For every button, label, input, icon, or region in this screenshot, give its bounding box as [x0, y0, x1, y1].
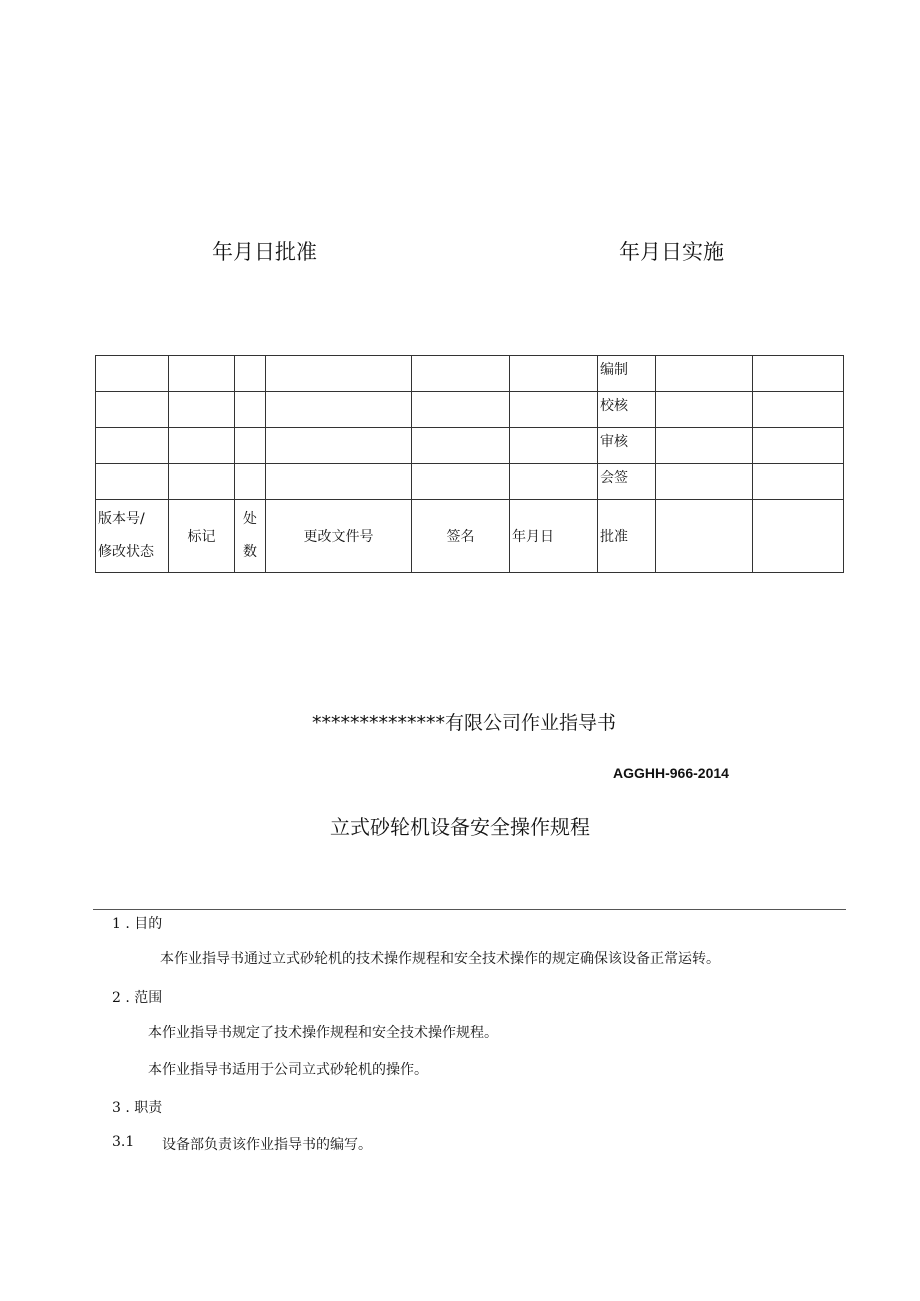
- approve-date-label: 年月日批准: [212, 240, 317, 264]
- revision-table: [95, 355, 844, 573]
- count-label-2: 数: [243, 544, 257, 560]
- change-doc-header: 更改文件号: [266, 500, 412, 573]
- mark-header: 标记: [169, 500, 235, 573]
- company-title: **************有限公司作业指导书: [311, 712, 616, 734]
- status-label: 修改状态: [98, 544, 154, 560]
- subsection-number: 3.1: [112, 1134, 135, 1150]
- signature-header: 签名: [412, 500, 510, 573]
- section-heading-purpose: 1 . 目的: [112, 916, 163, 932]
- signature-cell: [753, 464, 844, 500]
- purpose-paragraph: 本作业指导书通过立式砂轮机的技术操作规程和安全技术操作的规定确保该设备正常运转。: [160, 951, 720, 967]
- signature-cell: [656, 428, 753, 464]
- document-title: 立式砂轮机设备安全操作规程: [330, 815, 590, 839]
- count-label-1: 处: [243, 511, 257, 527]
- version-label: 版本号/: [98, 511, 145, 527]
- signature-label-countersign: 会签: [598, 464, 656, 500]
- version-status-header: [96, 500, 169, 573]
- signature-cell: [656, 392, 753, 428]
- signature-cell: [656, 356, 753, 392]
- count-header: [235, 500, 266, 573]
- table-header-row: [96, 500, 844, 573]
- signature-label-compile: 编制: [598, 356, 656, 392]
- signature-cell: [656, 500, 753, 573]
- section-heading-responsibility: 3 . 职责: [112, 1100, 163, 1116]
- table-row: [96, 464, 844, 500]
- signature-cell: [753, 500, 844, 573]
- signature-cell: [753, 428, 844, 464]
- signature-label-review: 审核: [598, 428, 656, 464]
- signature-cell: [656, 464, 753, 500]
- table-row: [96, 428, 844, 464]
- approval-header: 批准: [598, 500, 656, 573]
- table-row: [96, 392, 844, 428]
- subsection-text: 设备部负责该作业指导书的编写。: [162, 1137, 372, 1153]
- scope-paragraph-1: 本作业指导书规定了技术操作规程和安全技术操作规程。: [148, 1025, 498, 1041]
- date-header: 年月日: [510, 500, 598, 573]
- table-row: [96, 356, 844, 392]
- implement-date-label: 年月日实施: [619, 240, 724, 264]
- signature-cell: [753, 356, 844, 392]
- scope-paragraph-2: 本作业指导书适用于公司立式砂轮机的操作。: [148, 1062, 428, 1078]
- document-code: AGGHH-966-2014: [613, 765, 729, 781]
- section-heading-scope: 2 . 范围: [112, 990, 163, 1006]
- signature-label-check: 校核: [598, 392, 656, 428]
- section-divider: [93, 909, 846, 910]
- signature-cell: [753, 392, 844, 428]
